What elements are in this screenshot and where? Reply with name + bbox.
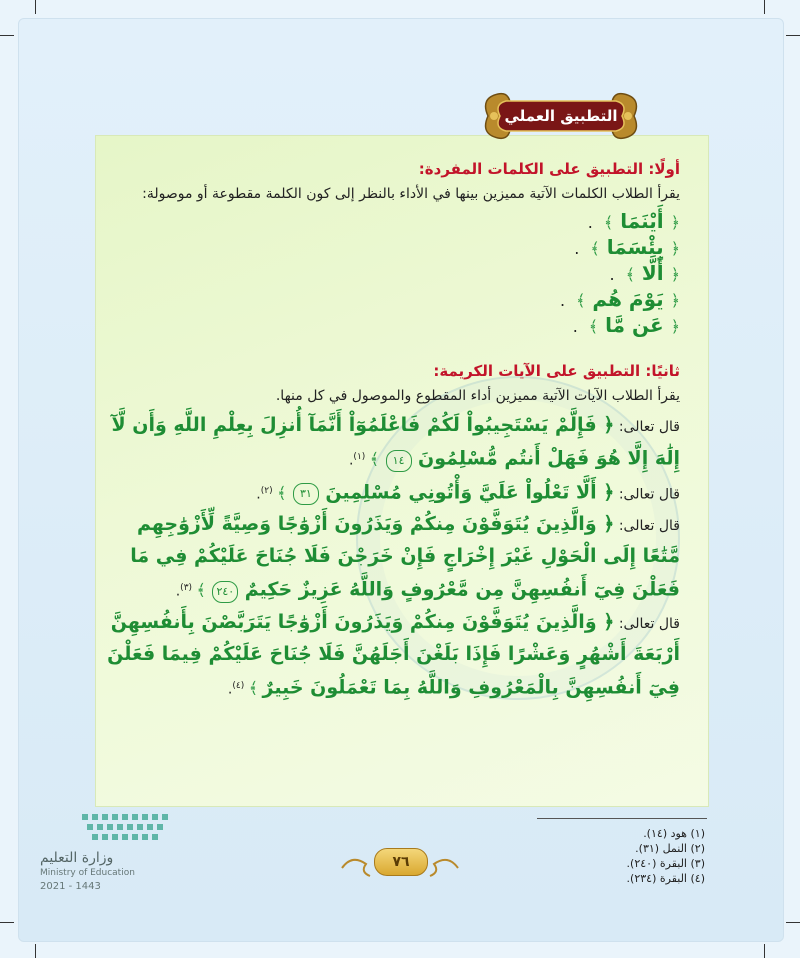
verse-item: قال تعالى: ﴿ أَلَّا تَعْلُواْ عَلَيَّ وَأْتُونِي مُسْلِمِينَ ٣١ ﴾ $^{(٢)}$. xyxy=(256,481,680,504)
word-text: عَن مَّا xyxy=(605,313,664,337)
verse-item: قال تعالى: ﴿ فَإِلَّمْ يَسْتَجِيبُواْ لَكُمْ فَاعْلَمُوٓاْ أَنَّمَآ أُنزِلَ بِعِلْمِ اللَّهِ وَأَن لَّآ إِلَٰهَ إِلَّا هُوَ فَهَلْ أَنتُم مُّسْلِمُونَ ١٤ ﴾ $^{(١)}$. xyxy=(111,414,680,470)
verse-text: ﴿ أَلَّا تَعْلُواْ عَلَيَّ وَأْتُونِي مُسْلِمِينَ xyxy=(325,481,615,504)
crop-mark xyxy=(0,922,14,923)
quran-bracket-icon: ﴾ xyxy=(248,678,259,698)
banner-title: التطبيق العملي xyxy=(504,107,618,125)
footnote-item: (٤) البقرة (٢٣٤). xyxy=(626,872,705,885)
section1-intro: يقرأ الطلاب الكلمات الآتية مميزين بينها في الأداء بالنظر إلى كون الكلمة مقطوعة أو موصولة: xyxy=(142,186,680,202)
ministry-year: 2021 - 1443 xyxy=(40,881,101,892)
word-text: أَيْنَمَا xyxy=(620,209,664,233)
verse-prefix: قال تعالى: xyxy=(618,615,680,632)
crop-mark xyxy=(764,944,765,958)
punctuation: . xyxy=(574,239,580,258)
crop-mark xyxy=(786,35,800,36)
section2-heading: ثانيًا: التطبيق على الآيات الكريمة: xyxy=(433,362,680,380)
quran-bracket-icon: ﴾ xyxy=(590,239,600,258)
ministry-logo xyxy=(40,808,180,898)
word-text: يَوْمَ هُم xyxy=(592,287,664,311)
quran-bracket-icon: ﴾ xyxy=(196,580,206,600)
verse-text: ﴿ وَالَّذِينَ يُتَوَفَّوْنَ مِنكُمْ وَيَذَرُونَ أَزْوَٰجًا وَصِيَّةً لِّأَزْوَٰجِهِم مَّتَٰعًا إِلَى الْحَوْلِ غَيْرَ إِخْرَاجٍ فَإِنْ خَرَجْنَ فَلَا جُنَاحَ عَلَيْكُمْ فِي مَا فَعَلْنَ فِيٓ أَنفُسِهِنَّ مِن مَّعْرُوفٍ وَاللَّهُ عَزِيزٌ حَكِيمٌ xyxy=(130,513,680,601)
footnote-item: (٣) البقرة (٢٤٠). xyxy=(626,857,705,870)
footnote-ref: (٤) xyxy=(232,680,245,691)
quran-bracket-icon: ﴾ xyxy=(603,213,614,232)
crop-mark xyxy=(0,35,14,36)
punctuation: . xyxy=(560,291,566,310)
verse-item: قال تعالى: ﴿ وَالَّذِينَ يُتَوَفَّوْنَ مِنكُمْ وَيَذَرُونَ أَزْوَٰجًا يَتَرَبَّصْنَ بِأَنفُسِهِنَّ أَرْبَعَةَ أَشْهُرٍ وَعَشْرًا فَإِذَا بَلَغْنَ أَجَلَهُنَّ فَلَا جُنَاحَ عَلَيْكُمْ فِيمَا فَعَلْنَ فِيٓ أَنفُسِهِنَّ بِالْمَعْرُوفِ وَاللَّهُ بِمَا تَعْمَلُونَ خَبِيرٌ ﴾ $^{(٤)}$. xyxy=(107,610,680,699)
crop-mark xyxy=(35,944,36,958)
crop-mark xyxy=(786,922,800,923)
quran-bracket-icon: ﴾ xyxy=(625,265,635,284)
quran-bracket-icon: ﴿ xyxy=(670,291,680,310)
ministry-name-arabic: وزارة التعليم xyxy=(40,850,114,866)
word-item xyxy=(100,312,680,338)
quran-bracket-icon: ﴿ xyxy=(670,213,680,232)
verse-text: ﴿ فَإِلَّمْ يَسْتَجِيبُواْ لَكُمْ فَاعْلَمُوٓاْ أَنَّمَآ أُنزِلَ بِعِلْمِ اللَّهِ وَأَن لَّآ إِلَٰهَ إِلَّا هُوَ فَهَلْ أَنتُم مُّسْلِمُونَ xyxy=(111,414,680,470)
footnote-ref: (٢) xyxy=(260,485,273,496)
crop-mark xyxy=(764,0,765,14)
verse-prefix: قال تعالى: xyxy=(618,486,680,503)
punctuation: . xyxy=(572,317,578,336)
verse-prefix: قال تعالى: xyxy=(618,518,680,535)
ayah-number: ١٤ xyxy=(386,450,412,472)
word-item xyxy=(100,234,680,260)
quran-bracket-icon: ﴾ xyxy=(277,483,287,503)
word-item xyxy=(100,208,680,234)
footnote-ref: (٣) xyxy=(180,583,193,594)
footnote-divider xyxy=(537,818,707,819)
crop-mark xyxy=(35,0,36,14)
word-item xyxy=(100,260,680,286)
section2-intro: يقرأ الطلاب الآيات الآتية مميزين أداء المقطوع والموصول في كل منها. xyxy=(275,388,680,404)
section2 xyxy=(100,362,680,705)
footnote-item: (١) هود (١٤). xyxy=(643,827,705,840)
ayah-number: ٢٤٠ xyxy=(212,581,238,603)
verse-text: ﴿ وَالَّذِينَ يُتَوَفَّوْنَ مِنكُمْ وَيَذَرُونَ أَزْوَٰجًا يَتَرَبَّصْنَ بِأَنفُسِهِنَّ أَرْبَعَةَ أَشْهُرٍ وَعَشْرًا فَإِذَا بَلَغْنَ أَجَلَهُنَّ فَلَا جُنَاحَ عَلَيْكُمْ فِيمَا فَعَلْنَ فِيٓ أَنفُسِهِنَّ بِالْمَعْرُوفِ وَاللَّهُ بِمَا تَعْمَلُونَ خَبِيرٌ xyxy=(107,610,680,699)
main-content xyxy=(100,160,680,705)
quran-bracket-icon: ﴾ xyxy=(576,291,586,310)
footnote-ref: (١) xyxy=(353,452,366,462)
verse-item: قال تعالى: ﴿ وَالَّذِينَ يُتَوَفَّوْنَ مِنكُمْ وَيَذَرُونَ أَزْوَٰجًا وَصِيَّةً لِّأَزْوَٰجِهِم مَّتَٰعًا إِلَى الْحَوْلِ غَيْرَ إِخْرَاجٍ فَإِنْ خَرَجْنَ فَلَا جُنَاحَ عَلَيْكُمْ فِي مَا فَعَلْنَ فِيٓ أَنفُسِهِنَّ مِن مَّعْرُوفٍ وَاللَّهُ عَزِيزٌ حَكِيمٌ ٢٤٠ ﴾ $^{(٣)}$. xyxy=(130,513,680,601)
page-number: ٧٦ xyxy=(374,848,428,876)
word-item xyxy=(100,286,680,312)
ayah-number: ٣١ xyxy=(293,483,319,505)
quran-bracket-icon: ﴿ xyxy=(670,239,680,258)
quran-bracket-icon: ﴿ xyxy=(670,265,680,284)
footnotes xyxy=(560,826,705,886)
quran-bracket-icon: ﴾ xyxy=(588,317,599,336)
quran-bracket-icon: ﴾ xyxy=(369,449,380,469)
verse-prefix: قال تعالى: xyxy=(618,419,680,435)
punctuation: . xyxy=(587,213,593,232)
ministry-logo-icon xyxy=(40,808,180,848)
punctuation: . xyxy=(609,265,615,284)
quran-bracket-icon: ﴿ xyxy=(670,317,680,336)
ministry-name-english: Ministry of Education xyxy=(40,868,135,878)
footnote-item: (٢) النمل (٣١). xyxy=(635,842,705,855)
word-text: بِئْسَمَا xyxy=(606,235,664,259)
title-banner xyxy=(480,88,642,144)
word-text: أَلَّا xyxy=(641,261,664,285)
section1-heading: أولًا: التطبيق على الكلمات المفردة: xyxy=(418,160,680,178)
